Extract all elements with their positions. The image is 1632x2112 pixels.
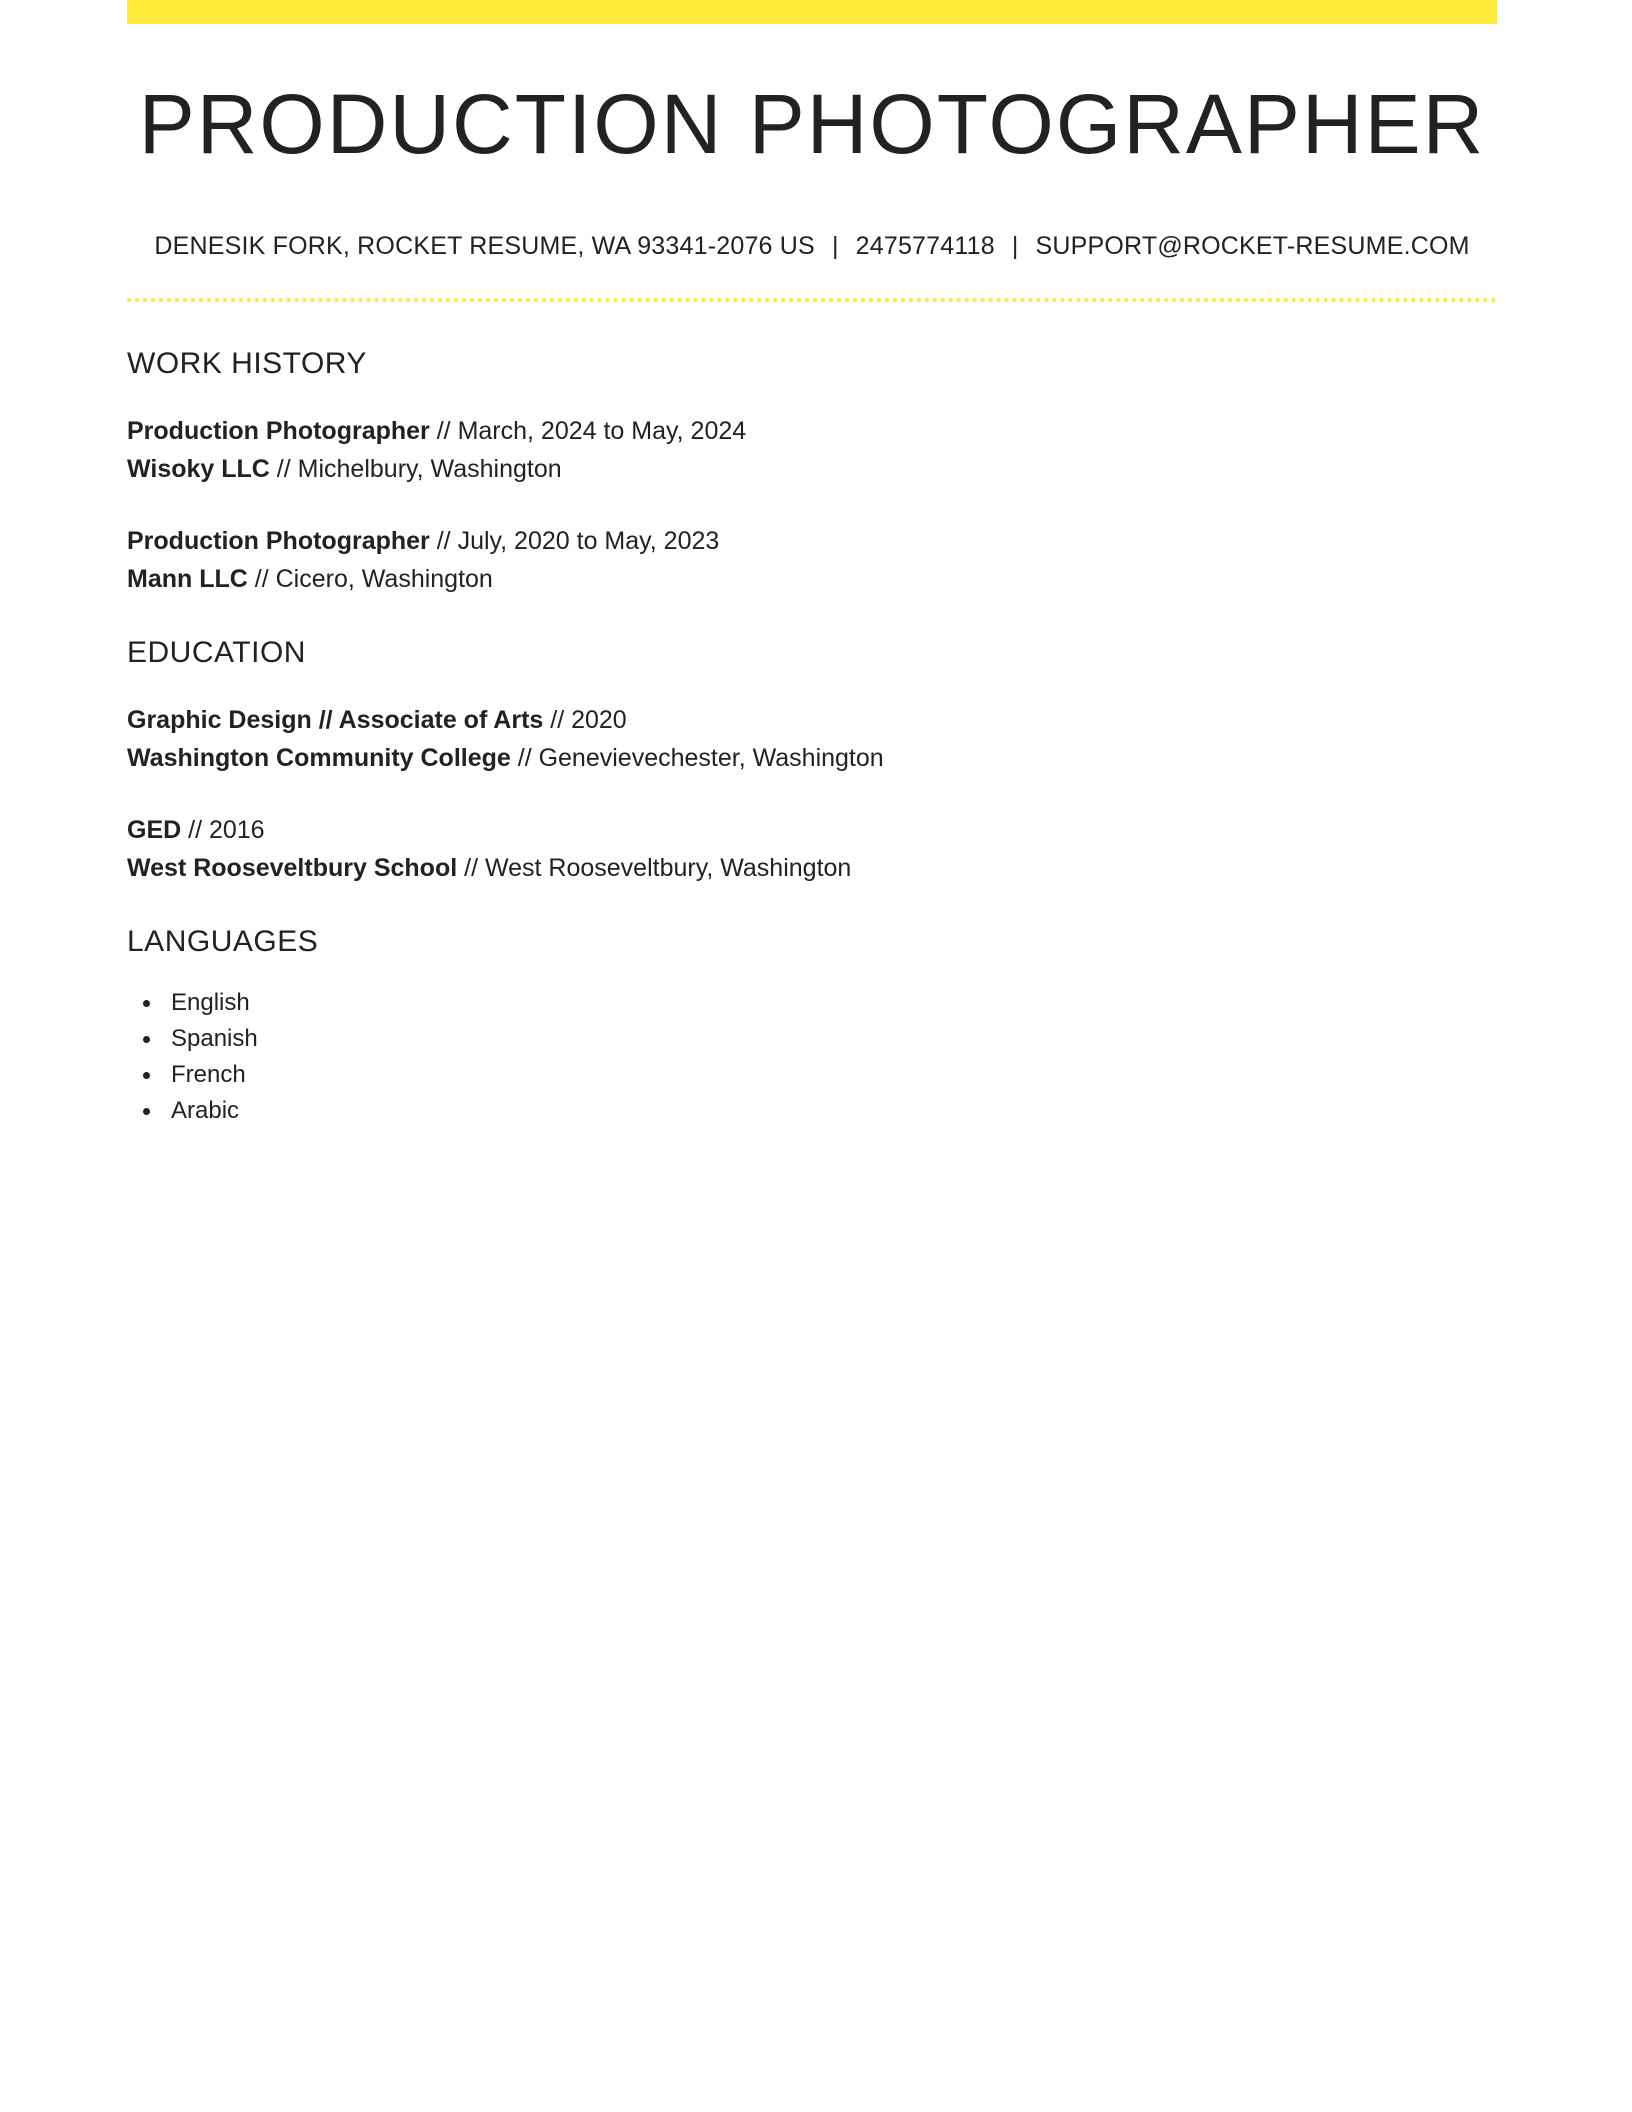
contact-separator: | [831, 232, 839, 260]
contact-separator: | [1011, 232, 1019, 260]
education-school-line [127, 739, 1497, 777]
contact-phone: 2475774118 [855, 232, 995, 260]
education-degree: GED [127, 816, 182, 844]
languages-heading: LANGUAGES [127, 925, 319, 958]
bullet-icon [143, 1072, 150, 1079]
contact-email: SUPPORT@ROCKET-RESUME.COM [1035, 232, 1470, 260]
dotted-divider [127, 298, 1497, 302]
top-accent-bar [127, 0, 1497, 24]
work-company-line [127, 450, 1497, 488]
language-label: French [171, 1061, 246, 1088]
work-location: // Michelbury, Washington [269, 455, 562, 483]
education-school-line [127, 849, 1497, 887]
bullet-icon [143, 1000, 150, 1007]
work-entry [127, 412, 1497, 488]
work-company: Mann LLC [127, 565, 248, 593]
work-role: Production Photographer [127, 527, 430, 555]
work-role-line [127, 522, 1497, 560]
work-entry [127, 522, 1497, 598]
bullet-icon [143, 1108, 150, 1115]
work-role-line [127, 412, 1497, 450]
contact-address: DENESIK FORK, ROCKET RESUME, WA 93341-2076 US [154, 232, 815, 260]
language-item [127, 1093, 1497, 1129]
education-year: // 2020 [543, 706, 627, 734]
work-dates: // July, 2020 to May, 2023 [429, 527, 720, 555]
language-item [127, 985, 1497, 1021]
education-heading: EDUCATION [127, 636, 306, 669]
language-label: Spanish [171, 1025, 258, 1052]
work-role: Production Photographer [127, 417, 430, 445]
resume-page [127, 0, 1497, 1129]
language-item [127, 1057, 1497, 1093]
work-dates: // March, 2024 to May, 2024 [429, 417, 747, 445]
education-degree-line [127, 701, 1497, 739]
work-history-list [127, 412, 1497, 598]
work-company: Wisoky LLC [127, 455, 270, 483]
education-school: West Rooseveltbury School [127, 854, 458, 882]
education-degree: Graphic Design // Associate of Arts [127, 706, 544, 734]
work-location: // Cicero, Washington [247, 565, 493, 593]
language-item [127, 1021, 1497, 1057]
education-entry [127, 701, 1497, 777]
page-title: PRODUCTION PHOTOGRAPHER [138, 77, 1486, 171]
bullet-icon [143, 1036, 150, 1043]
language-label: Arabic [171, 1097, 240, 1124]
education-school: Washington Community College [127, 744, 511, 772]
education-list [127, 701, 1497, 887]
language-label: English [171, 989, 250, 1016]
languages-list [127, 985, 1497, 1129]
education-location: // Genevievechester, Washington [510, 744, 884, 772]
education-location: // West Rooseveltbury, Washington [457, 854, 852, 882]
education-entry [127, 811, 1497, 887]
work-company-line [127, 560, 1497, 598]
contact-line [127, 234, 1497, 259]
education-year: // 2016 [181, 816, 265, 844]
work-history-heading: WORK HISTORY [127, 347, 367, 380]
education-degree-line [127, 811, 1497, 849]
